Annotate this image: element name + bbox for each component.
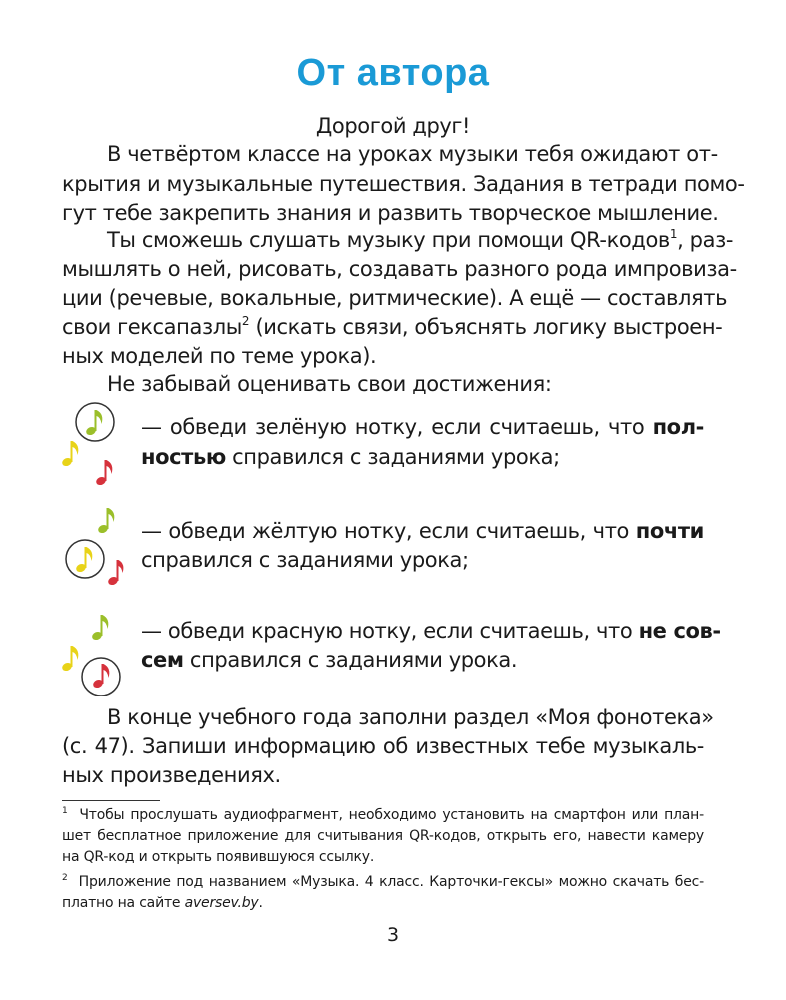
note-set-yellow-circled-icon [58,502,128,592]
footnote-ref-2: 2 [241,314,250,328]
item-yellow-line-1: — обведи жёлтую нотку, если считаешь, что почти [141,519,704,543]
greeting: Дорогой друг! [315,114,471,138]
item-red-line-1: — обведи красную нотку, если считаешь, что не сов- [141,619,721,643]
p4-line-2: (с. 47). Запиши информацию об известных тебе музыкаль- [62,734,704,758]
p2-line-4: свои гексапазлы$^2$ (искать связи, объяснять логику выстроен- [62,314,723,339]
footnote-1-line-3: на QR-код и открыть появившуюся ссылку. [62,849,375,865]
p2-line-1: Ты сможешь слушать музыку при помощи QR-кодов$^1$, раз- [107,227,734,252]
page-number: 3 [386,924,400,946]
item-green-line-2: ностью справился с заданиями урока; [141,445,560,469]
footnote-2-line-2: платно на сайте aversev.by. [62,895,263,911]
item-red-line-2: сем справился с заданиями урока. [141,648,518,672]
p1-line-2: крытия и музыкальные путешествия. Задания в тетради помо- [62,172,745,196]
footnote-2-line-1: $^2$ Приложение под названием «Музыка. 4 класс. Карточки-гексы» можно скачать бес- [62,873,704,890]
footnote-divider [62,800,160,801]
p1-line-1: В четвёртом классе на уроках музыки тебя ожидают от- [107,142,718,166]
footnote-1-line-2: шет бесплатное приложение для считывания QR-кодов, открыть его, навести камеру [62,828,704,844]
item-green-line-1: — обведи зелёную нотку, если считаешь, что пол- [141,415,704,439]
p1-line-3: гут тебе закрепить знания и развить творческое мышление. [62,201,719,225]
item-yellow-line-2: справился с заданиями урока; [141,548,469,572]
footnote-ref-1: 1 [669,227,678,241]
p4-line-1: В конце учебного года заполни раздел «Моя фонотека» [107,705,714,729]
site-link: aversev.by [184,895,259,911]
p2-line-5: ных моделей по теме урока). [62,344,377,368]
note-set-red-circled-icon [58,604,128,694]
page-title: От автора [296,52,490,94]
p2-line-3: ции (речевые, вокальные, ритмические). А ещё — составлять [62,286,728,310]
footnote-1-line-1: $^1$ Чтобы прослушать аудиофрагмент, необходимо установить на смартфон или план- [62,806,704,823]
p4-line-3: ных произведениях. [62,763,281,787]
note-set-green-circled-icon [58,400,128,490]
p2-line-2: мышлять о ней, рисовать, создавать разного рода импровиза- [62,257,737,281]
p3-line: Не забывай оценивать свои достижения: [107,372,552,396]
